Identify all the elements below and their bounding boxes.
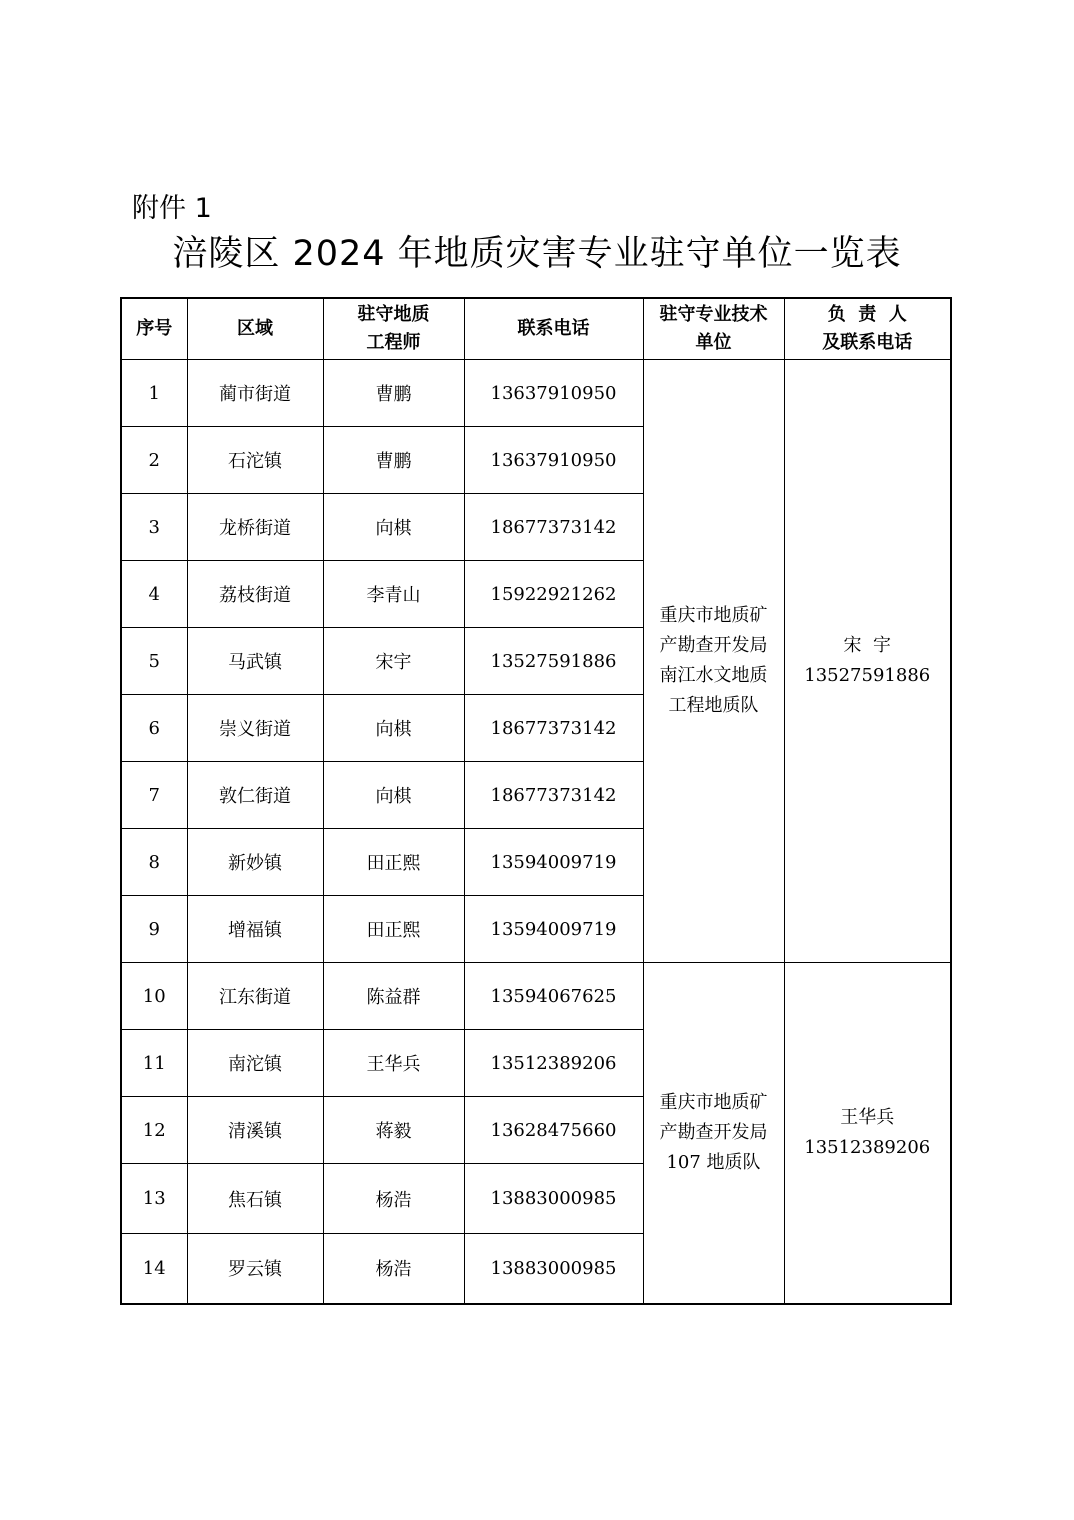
cell-phone: 13594067625 [464, 963, 643, 1030]
header-manager: 负 责 人 及联系电话 [784, 298, 951, 360]
header-unit: 驻守专业技术 单位 [643, 298, 784, 360]
manager-name: 宋 宇 [843, 635, 891, 656]
attachment-label: 附件 1 [132, 193, 212, 224]
unit-line: 产勘查开发局 [659, 1121, 768, 1143]
cell-phone: 13594009719 [464, 829, 643, 896]
cell-engineer: 杨浩 [323, 1234, 464, 1304]
header-phone: 联系电话 [464, 298, 643, 360]
page-title: 涪陵区 2024 年地质灾害专业驻守单位一览表 [172, 234, 902, 274]
cell-seq: 9 [121, 896, 187, 963]
cell-engineer: 宋宇 [323, 628, 464, 695]
cell-engineer: 向棋 [323, 494, 464, 561]
unit-line: 南江水文地质 [659, 665, 768, 686]
cell-seq: 10 [121, 963, 187, 1030]
cell-seq: 1 [121, 360, 187, 427]
cell-area: 焦石镇 [187, 1164, 323, 1234]
cell-area: 敦仁街道 [187, 762, 323, 829]
cell-area: 增福镇 [187, 896, 323, 963]
cell-phone: 18677373142 [464, 695, 643, 762]
cell-seq: 6 [121, 695, 187, 762]
header-row [121, 298, 951, 360]
cell-engineer: 曹鹏 [323, 427, 464, 494]
header-seq: 序号 [121, 298, 187, 360]
unit-line: 工程地质队 [668, 695, 759, 716]
cell-engineer: 田正熙 [323, 896, 464, 963]
header-area: 区域 [187, 298, 323, 360]
cell-area: 清溪镇 [187, 1097, 323, 1164]
cell-seq: 5 [121, 628, 187, 695]
manager-phone: 13527591886 [804, 665, 931, 686]
cell-seq: 11 [121, 1030, 187, 1097]
header-engineer: 驻守地质 工程师 [323, 298, 464, 360]
cell-area: 新妙镇 [187, 829, 323, 896]
cell-phone: 13637910950 [464, 427, 643, 494]
cell-phone: 13527591886 [464, 628, 643, 695]
cell-seq: 14 [121, 1234, 187, 1304]
cell-phone: 18677373142 [464, 494, 643, 561]
cell-engineer: 曹鹏 [323, 360, 464, 427]
cell-area: 南沱镇 [187, 1030, 323, 1097]
manager-phone: 13512389206 [804, 1136, 931, 1158]
cell-unit [643, 360, 784, 963]
cell-phone: 13883000985 [464, 1234, 643, 1304]
cell-engineer: 向棋 [323, 695, 464, 762]
cell-seq: 7 [121, 762, 187, 829]
cell-engineer: 田正熙 [323, 829, 464, 896]
cell-area: 马武镇 [187, 628, 323, 695]
cell-area: 石沱镇 [187, 427, 323, 494]
cell-engineer: 陈益群 [323, 963, 464, 1030]
cell-engineer: 王华兵 [323, 1030, 464, 1097]
cell-engineer: 向棋 [323, 762, 464, 829]
cell-area: 蔺市街道 [187, 360, 323, 427]
cell-manager [784, 360, 951, 963]
manager-name: 王华兵 [840, 1106, 895, 1128]
cell-seq: 12 [121, 1097, 187, 1164]
cell-phone: 13594009719 [464, 896, 643, 963]
cell-phone: 18677373142 [464, 762, 643, 829]
cell-seq: 8 [121, 829, 187, 896]
cell-engineer: 蒋毅 [323, 1097, 464, 1164]
cell-phone: 15922921262 [464, 561, 643, 628]
cell-area: 荔枝街道 [187, 561, 323, 628]
cell-area: 龙桥街道 [187, 494, 323, 561]
cell-seq: 2 [121, 427, 187, 494]
cell-area: 崇义街道 [187, 695, 323, 762]
cell-seq: 4 [121, 561, 187, 628]
cell-area: 罗云镇 [187, 1234, 323, 1304]
cell-phone: 13628475660 [464, 1097, 643, 1164]
cell-seq: 13 [121, 1164, 187, 1234]
cell-unit [643, 963, 784, 1304]
cell-phone: 13637910950 [464, 360, 643, 427]
table-row [121, 963, 951, 1030]
unit-line: 重庆市地质矿 [659, 1091, 768, 1113]
cell-engineer: 李青山 [323, 561, 464, 628]
stationing-table [120, 297, 952, 1305]
unit-line: 107 地质队 [666, 1151, 761, 1173]
table-row [121, 360, 951, 427]
cell-phone: 13883000985 [464, 1164, 643, 1234]
cell-area: 江东街道 [187, 963, 323, 1030]
cell-engineer: 杨浩 [323, 1164, 464, 1234]
unit-line: 产勘查开发局 [659, 635, 768, 656]
unit-line: 重庆市地质矿 [659, 605, 768, 626]
cell-seq: 3 [121, 494, 187, 561]
cell-phone: 13512389206 [464, 1030, 643, 1097]
cell-manager [784, 963, 951, 1304]
table-body [121, 360, 951, 1304]
